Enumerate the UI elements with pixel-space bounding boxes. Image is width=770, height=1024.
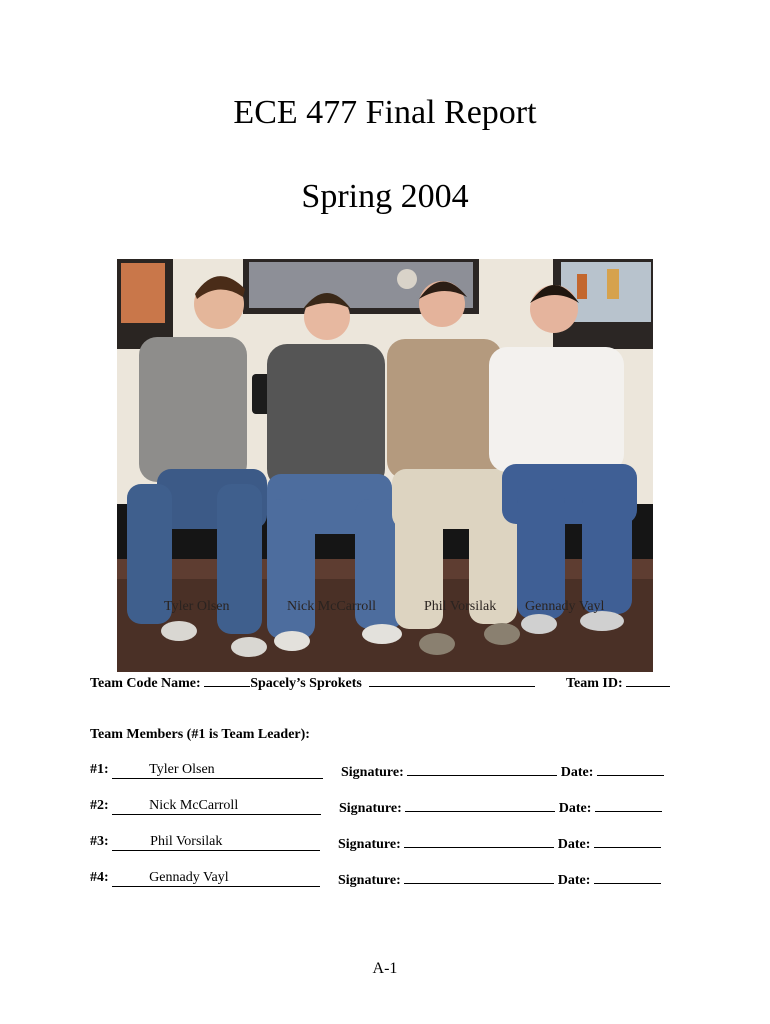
date-label: Date: bbox=[557, 837, 591, 852]
member-number: #1: bbox=[90, 762, 109, 777]
signature-field[interactable] bbox=[404, 870, 554, 884]
member-name: Nick McCarroll bbox=[112, 798, 321, 815]
member-number: #2: bbox=[90, 798, 109, 813]
date-field[interactable] bbox=[597, 762, 664, 776]
team-id-label: Team ID: bbox=[566, 676, 623, 691]
signature-field[interactable] bbox=[407, 762, 557, 776]
report-subtitle: Spring 2004 bbox=[301, 178, 469, 215]
date-field[interactable] bbox=[594, 834, 661, 848]
report-title: ECE 477 Final Report bbox=[233, 94, 537, 131]
date-label: Date: bbox=[560, 765, 594, 780]
member-row bbox=[90, 834, 320, 851]
photo-caption: Gennady Vayl bbox=[525, 599, 605, 614]
member-name: Phil Vorsilak bbox=[112, 834, 320, 851]
team-code-name-row bbox=[90, 673, 535, 692]
team-code-name-label: Team Code Name: bbox=[90, 676, 201, 691]
signature-label: Signature: bbox=[338, 873, 401, 888]
member-row bbox=[90, 762, 323, 779]
signature-row bbox=[338, 834, 661, 853]
date-field[interactable] bbox=[594, 870, 661, 884]
photo-caption: Nick McCarroll bbox=[287, 599, 377, 614]
team-id-row bbox=[566, 673, 670, 692]
member-name: Gennady Vayl bbox=[112, 870, 320, 887]
date-label: Date: bbox=[557, 873, 591, 888]
signature-label: Signature: bbox=[339, 801, 402, 816]
team-members-heading: Team Members (#1 is Team Leader): bbox=[90, 727, 310, 742]
member-number: #3: bbox=[90, 834, 109, 849]
member-row bbox=[90, 870, 320, 887]
signature-field[interactable] bbox=[405, 798, 555, 812]
photo-caption: Tyler Olsen bbox=[164, 599, 230, 614]
date-field[interactable] bbox=[595, 798, 662, 812]
signature-row bbox=[339, 798, 662, 817]
page-number: A-1 bbox=[372, 960, 398, 977]
signature-label: Signature: bbox=[338, 837, 401, 852]
blank-line bbox=[369, 673, 535, 687]
signature-field[interactable] bbox=[404, 834, 554, 848]
member-number: #4: bbox=[90, 870, 109, 885]
team-photo bbox=[117, 259, 653, 672]
team-code-name-value: Spacely’s Sprokets bbox=[250, 676, 362, 691]
photo-caption: Phil Vorsilak bbox=[424, 599, 497, 614]
member-row bbox=[90, 798, 321, 815]
signature-label: Signature: bbox=[341, 765, 404, 780]
signature-row bbox=[341, 762, 664, 781]
date-label: Date: bbox=[558, 801, 592, 816]
member-name: Tyler Olsen bbox=[112, 762, 323, 779]
team-id-field[interactable] bbox=[626, 673, 670, 687]
signature-row bbox=[338, 870, 661, 889]
blank-line bbox=[204, 673, 250, 687]
